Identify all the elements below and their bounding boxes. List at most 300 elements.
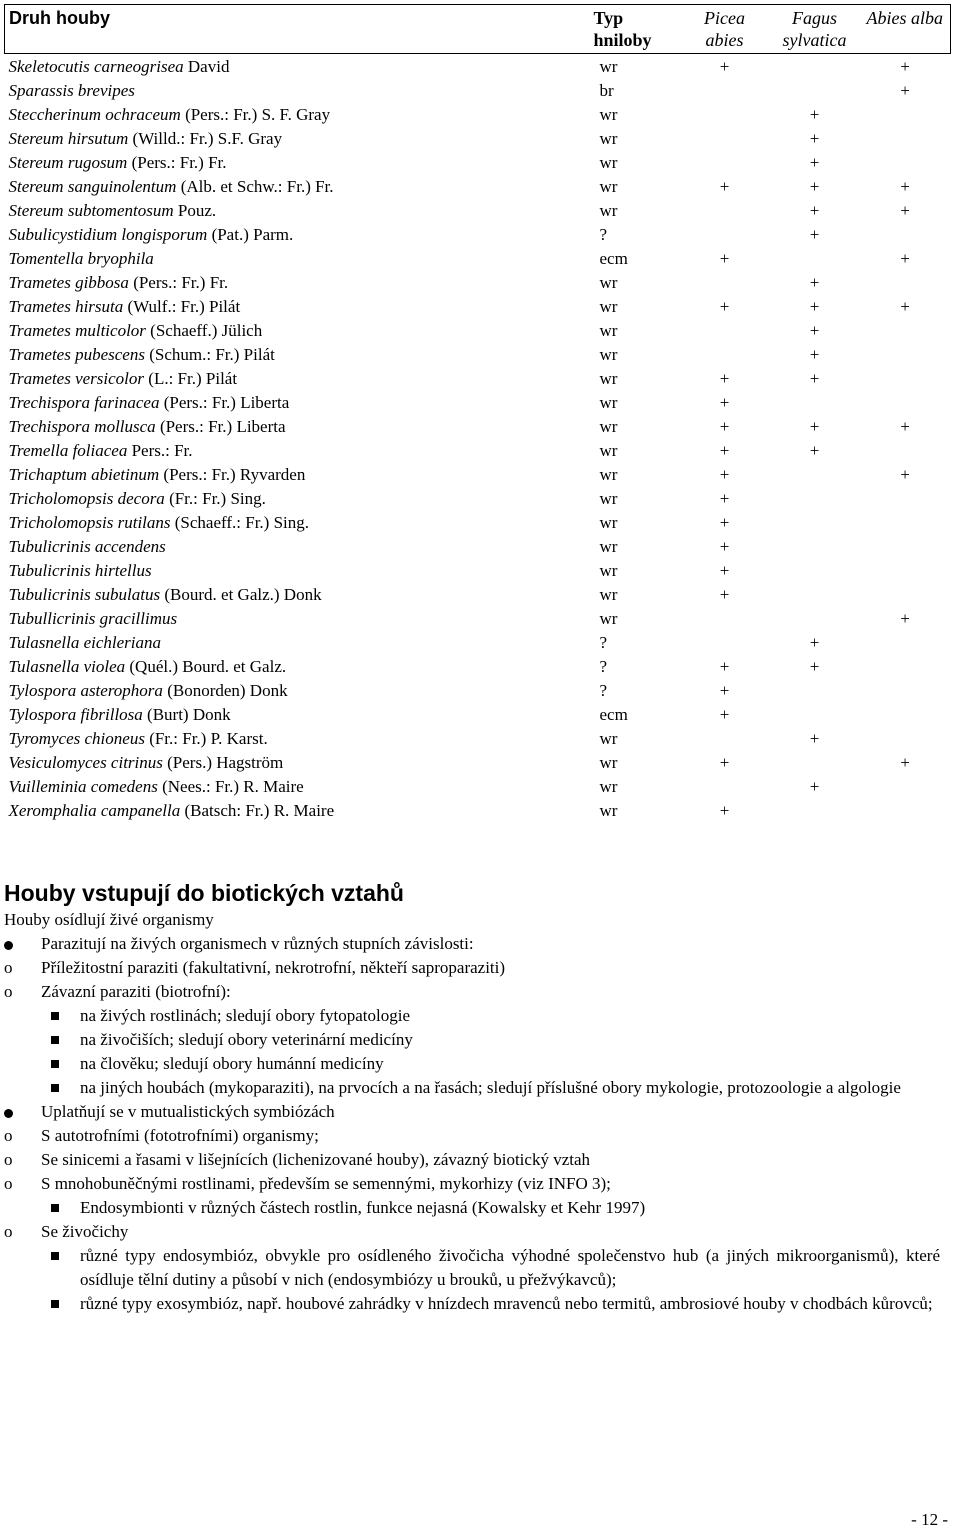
species-author: (Pers.: Fr.) Ryvarden (159, 464, 306, 484)
abies-cell (860, 774, 951, 798)
table-row (5, 54, 951, 79)
header-picea: Picea abies (680, 5, 770, 54)
abies-cell (860, 270, 951, 294)
fagus-cell: + (809, 344, 820, 364)
bullet-circle-icon: o (4, 1150, 13, 1169)
species-author: (Pers.: Fr.) S. F. Gray (180, 104, 331, 124)
species-latin-name: Trametes hirsuta (8, 296, 124, 316)
abies-cell (860, 102, 951, 126)
table-row (5, 150, 951, 174)
bullet-square-icon (51, 1204, 59, 1212)
species-name-cell (5, 126, 590, 150)
table-row (5, 558, 951, 582)
sub-list-item-text: Se živočichy (41, 1222, 129, 1241)
species-latin-name: Stereum subtomentosum (8, 200, 174, 220)
abies-cell (860, 654, 951, 678)
species-name-cell (5, 630, 590, 654)
species-author: (Batsch: Fr.) R. Maire (180, 800, 335, 820)
species-name-cell (5, 414, 590, 438)
sub-sub-list-item-text: na jiných houbách (mykoparaziti), na prvocích a na řasách; sledují příslušné obory mykologie, protozoologie a algologie (80, 1078, 901, 1097)
abies-cell: + (900, 176, 910, 196)
rot-type-cell: wr (599, 536, 618, 556)
bullet-dot-icon (4, 1109, 13, 1118)
sub-sub-list-item-text: různé typy exosymbióz, např. houbové zahrádky v hnízdech mravenců nebo termitů, ambrosiové houby v chodbách kůrovců; (80, 1294, 933, 1313)
species-author: (Willd.: Fr.) S.F. Gray (128, 128, 283, 148)
species-author: (Pers.: Fr.) Fr. (127, 152, 227, 172)
picea-cell: + (719, 800, 730, 820)
species-latin-name: Stereum hirsutum (8, 128, 129, 148)
species-name-cell (5, 102, 590, 126)
rot-type-cell: wr (599, 752, 618, 772)
species-latin-name: Tulasnella violea (8, 656, 126, 676)
rot-type-cell: ? (599, 680, 608, 700)
species-name-cell (5, 726, 590, 750)
species-name-cell (5, 222, 590, 246)
species-latin-name: Trametes multicolor (8, 320, 146, 340)
species-name-cell (5, 318, 590, 342)
species-name-cell (5, 438, 590, 462)
species-latin-name: Subulicystidium longisporum (8, 224, 208, 244)
species-latin-name: Tubulicrinis hirtellus (8, 560, 152, 580)
fagus-cell: + (809, 368, 820, 388)
picea-cell: + (719, 392, 730, 412)
species-name-cell (5, 294, 590, 318)
sub-list-item (0, 1172, 950, 1196)
species-name-cell (5, 174, 590, 198)
sub-sub-list-item (0, 1052, 950, 1076)
species-name-cell (5, 246, 590, 270)
species-name-cell (5, 78, 590, 102)
species-name-cell (5, 462, 590, 486)
sub-list (4, 1124, 950, 1316)
rot-type-cell: wr (599, 104, 618, 124)
table-row (5, 438, 951, 462)
rot-type-cell: wr (599, 560, 618, 580)
abies-cell (860, 366, 951, 390)
picea-cell (680, 198, 770, 222)
fagus-cell (770, 582, 860, 606)
picea-cell (680, 630, 770, 654)
rot-type-cell: wr (599, 344, 618, 364)
species-latin-name: Trichaptum abietinum (8, 464, 160, 484)
species-name-cell (5, 510, 590, 534)
species-author: (Pers.: Fr.) Fr. (128, 272, 229, 292)
species-name-cell (5, 558, 590, 582)
table-row (5, 798, 951, 822)
species-name-cell (5, 366, 590, 390)
fagus-cell (770, 486, 860, 510)
picea-cell (680, 78, 770, 102)
fungi-table (4, 4, 951, 822)
abies-cell (860, 534, 951, 558)
species-latin-name: Tubullicrinis gracillimus (8, 608, 178, 628)
rot-type-cell: wr (599, 392, 618, 412)
table-row (5, 294, 951, 318)
picea-cell: + (719, 752, 730, 772)
table-row (5, 606, 951, 630)
species-name-cell (5, 54, 590, 79)
bullet-circle-icon: o (4, 1126, 13, 1145)
picea-cell (680, 318, 770, 342)
table-header-row (5, 5, 951, 54)
abies-cell: + (900, 416, 910, 436)
species-name-cell (5, 270, 590, 294)
species-author: (Quél.) Bourd. et Galz. (125, 656, 287, 676)
species-name-cell (5, 702, 590, 726)
abies-cell (860, 630, 951, 654)
table-row (5, 510, 951, 534)
species-author: (Pers.: Fr.) Liberta (159, 392, 290, 412)
table-body (5, 54, 951, 823)
species-name-cell (5, 198, 590, 222)
picea-cell (680, 150, 770, 174)
table-row (5, 222, 951, 246)
species-name-cell (5, 486, 590, 510)
fagus-cell: + (809, 272, 820, 292)
list-item-text: Parazitují na živých organismech v různých stupních závislosti: (41, 934, 474, 953)
fagus-cell: + (809, 656, 820, 676)
table-row (5, 726, 951, 750)
species-latin-name: Trametes pubescens (8, 344, 145, 364)
species-author: (Alb. et Schw.: Fr.) Fr. (176, 176, 334, 196)
fagus-cell: + (809, 224, 820, 244)
abies-cell: + (900, 248, 910, 268)
table-row (5, 654, 951, 678)
table-row (5, 462, 951, 486)
table-row (5, 246, 951, 270)
picea-cell: + (719, 488, 730, 508)
species-latin-name: Trechispora farinacea (8, 392, 160, 412)
sub-sub-list (4, 1004, 950, 1100)
sub-list-item-text: Se sinicemi a řasami v lišejnících (lichenizované houby), závazný biotický vztah (41, 1150, 591, 1169)
rot-type-cell: wr (599, 440, 618, 460)
species-latin-name: Vesiculomyces citrinus (8, 752, 163, 772)
sub-sub-list-item-text: Endosymbionti v různých částech rostlin, funkce nejasná (Kowalsky et Kehr 1997) (80, 1198, 646, 1217)
species-author: (Fr.: Fr.) Sing. (164, 488, 266, 508)
header-species: Druh houby (5, 5, 590, 54)
table-row (5, 318, 951, 342)
rot-type-cell: ecm (599, 704, 628, 724)
fagus-cell: + (809, 200, 820, 220)
abies-cell (860, 702, 951, 726)
species-author: David (183, 56, 230, 76)
species-author: (L.: Fr.) Pilát (144, 368, 238, 388)
list-item (4, 932, 950, 956)
rot-type-cell: ? (599, 656, 608, 676)
bullet-square-icon (51, 1084, 59, 1092)
fagus-cell: + (809, 176, 820, 196)
abies-cell: + (900, 752, 910, 772)
abies-cell: + (900, 464, 910, 484)
rot-type-cell: wr (599, 416, 618, 436)
sub-sub-list-item-text: na živočiších; sledují obory veterinární medicíny (80, 1030, 413, 1049)
header-abies: Abies alba (860, 5, 951, 54)
table-row (5, 342, 951, 366)
sub-list-item (0, 1220, 950, 1244)
fagus-cell (770, 390, 860, 414)
picea-cell: + (719, 416, 730, 436)
picea-cell: + (719, 296, 730, 316)
abies-cell (860, 390, 951, 414)
species-latin-name: Tremella foliacea (8, 440, 128, 460)
rot-type-cell: ecm (599, 248, 628, 268)
fagus-cell (770, 462, 860, 486)
picea-cell (680, 270, 770, 294)
species-latin-name: Sparassis brevipes (8, 80, 135, 100)
header-rot-type: Typ hniloby (590, 5, 680, 54)
species-latin-name: Stereum rugosum (8, 152, 128, 172)
species-author: (Schaeff.: Fr.) Sing. (170, 512, 310, 532)
table-row (5, 270, 951, 294)
sub-list-item (0, 980, 950, 1004)
sub-sub-list (4, 1244, 950, 1316)
fagus-cell: + (809, 296, 820, 316)
table-row (5, 774, 951, 798)
rot-type-cell: wr (599, 296, 618, 316)
abies-cell: + (900, 296, 910, 316)
picea-cell: + (719, 584, 730, 604)
rot-type-cell: wr (599, 368, 618, 388)
page-number: - 12 - (911, 1510, 948, 1529)
picea-cell: + (719, 560, 730, 580)
table-row (5, 702, 951, 726)
rot-type-cell: wr (599, 488, 618, 508)
species-author: (Bonorden) Donk (162, 680, 288, 700)
species-name-cell (5, 678, 590, 702)
abies-cell (860, 558, 951, 582)
abies-cell (860, 510, 951, 534)
picea-cell: + (719, 464, 730, 484)
fagus-cell (770, 606, 860, 630)
fagus-cell: + (809, 440, 820, 460)
list-item-text: Uplatňují se v mutualistických symbiózách (41, 1102, 335, 1121)
picea-cell (680, 222, 770, 246)
picea-cell: + (719, 512, 730, 532)
bullet-circle-icon: o (4, 1222, 13, 1241)
species-latin-name: Tricholomopsis rutilans (8, 512, 171, 532)
sub-list (4, 956, 950, 1100)
picea-cell (680, 102, 770, 126)
species-name-cell (5, 534, 590, 558)
bullet-square-icon (51, 1060, 59, 1068)
picea-cell: + (719, 656, 730, 676)
table-row (5, 198, 951, 222)
fagus-cell (770, 78, 860, 102)
rot-type-cell: wr (599, 128, 618, 148)
species-latin-name: Tyromyces chioneus (8, 728, 145, 748)
species-latin-name: Trametes gibbosa (8, 272, 129, 292)
sub-sub-list-item (0, 1004, 950, 1028)
abies-cell (860, 222, 951, 246)
species-name-cell (5, 150, 590, 174)
picea-cell: + (719, 368, 730, 388)
table-row (5, 390, 951, 414)
rot-type-cell: wr (599, 200, 618, 220)
abies-cell (860, 582, 951, 606)
rot-type-cell: wr (599, 584, 618, 604)
table-row (5, 582, 951, 606)
species-latin-name: Tylospora asterophora (8, 680, 163, 700)
species-author: (Pers.) Hagström (162, 752, 284, 772)
species-latin-name: Tubulicrinis accendens (8, 536, 166, 556)
rot-type-cell: wr (599, 464, 618, 484)
sub-list-item-text: S mnohobuněčnými rostlinami, především se semennými, mykorhizy (viz INFO 3); (41, 1174, 611, 1193)
species-name-cell (5, 582, 590, 606)
species-latin-name: Tylospora fibrillosa (8, 704, 143, 724)
fagus-cell (770, 54, 860, 79)
species-latin-name: Vuilleminia comedens (8, 776, 158, 796)
abies-cell (860, 150, 951, 174)
rot-type-cell: ? (599, 632, 608, 652)
abies-cell: + (900, 80, 910, 100)
sub-sub-list (4, 1196, 950, 1220)
sub-sub-list-item-text: na živých rostlinách; sledují obory fytopatologie (80, 1006, 411, 1025)
picea-cell (680, 774, 770, 798)
species-author: Pers.: Fr. (127, 440, 193, 460)
bullet-circle-icon: o (4, 982, 13, 1001)
fagus-cell (770, 678, 860, 702)
sub-list-item-text: Závazní paraziti (biotrofní): (41, 982, 231, 1001)
sub-list-item-text: Příležitostní paraziti (fakultativní, nekrotrofní, někteří saproparaziti) (41, 958, 506, 977)
header-fagus: Fagus sylvatica (770, 5, 860, 54)
species-author: (Pat.) Parm. (207, 224, 294, 244)
sub-list-item (0, 1124, 950, 1148)
picea-cell: + (719, 176, 730, 196)
section-title: Houby vstupují do biotických vztahů (4, 880, 404, 906)
fagus-cell: + (809, 128, 820, 148)
species-latin-name: Tomentella bryophila (8, 248, 154, 268)
sub-sub-list-item (0, 1076, 950, 1100)
rot-type-cell: wr (599, 176, 618, 196)
species-latin-name: Skeletocutis carneogrisea (8, 56, 184, 76)
rot-type-cell: wr (599, 152, 618, 172)
rot-type-cell: wr (599, 56, 618, 76)
species-name-cell (5, 774, 590, 798)
fagus-cell: + (809, 104, 820, 124)
picea-cell: + (719, 56, 730, 76)
species-author: (Schum.: Fr.) Pilát (144, 344, 275, 364)
fagus-cell (770, 246, 860, 270)
species-author: (Bourd. et Galz.) Donk (160, 584, 322, 604)
rot-type-cell: wr (599, 512, 618, 532)
species-latin-name: Tubulicrinis subulatus (8, 584, 161, 604)
table-row (5, 102, 951, 126)
table-row (5, 126, 951, 150)
sub-sub-list-item-text: na člověku; sledují obory humánní medicíny (80, 1054, 384, 1073)
fagus-cell (770, 510, 860, 534)
table-row (5, 678, 951, 702)
species-latin-name: Stereum sanguinolentum (8, 176, 177, 196)
abies-cell: + (900, 56, 910, 76)
picea-cell: + (719, 704, 730, 724)
bullet-dot-icon (4, 941, 13, 950)
sub-sub-list-item (0, 1196, 950, 1220)
species-author: (Burt) Donk (142, 704, 231, 724)
rot-type-cell: wr (599, 320, 618, 340)
table-row (5, 534, 951, 558)
species-latin-name: Steccherinum ochraceum (8, 104, 181, 124)
picea-cell: + (719, 680, 730, 700)
picea-cell: + (719, 248, 730, 268)
fungi-table-container (4, 4, 950, 822)
table-row (5, 414, 951, 438)
fagus-cell: + (809, 152, 820, 172)
fagus-cell: + (809, 776, 820, 796)
bullet-circle-icon: o (4, 1174, 13, 1193)
table-row (5, 78, 951, 102)
abies-cell: + (900, 608, 910, 628)
abies-cell (860, 342, 951, 366)
table-row (5, 174, 951, 198)
rot-type-cell: wr (599, 728, 618, 748)
rot-type-cell: wr (599, 608, 618, 628)
species-latin-name: Trechispora mollusca (8, 416, 156, 436)
species-latin-name: Tricholomopsis decora (8, 488, 165, 508)
picea-cell (680, 342, 770, 366)
picea-cell (680, 126, 770, 150)
fagus-cell (770, 798, 860, 822)
abies-cell (860, 438, 951, 462)
fagus-cell (770, 750, 860, 774)
fagus-cell (770, 702, 860, 726)
abies-cell (860, 798, 951, 822)
abies-cell (860, 726, 951, 750)
rot-type-cell: ? (599, 224, 608, 244)
table-row (5, 366, 951, 390)
bullet-square-icon (51, 1300, 59, 1308)
abies-cell: + (900, 200, 910, 220)
species-latin-name: Xeromphalia campanella (8, 800, 181, 820)
picea-cell: + (719, 440, 730, 460)
table-row (5, 486, 951, 510)
sub-sub-list-item-text: různé typy endosymbióz, obvykle pro osídleného živočicha výhodné společenstvo hub (a jiných mikroorganismů), které osídluje tělní dutiny a působí v nich (endosymbiózy u brouků, u přežvýkavců); (80, 1246, 940, 1289)
fagus-cell: + (809, 632, 820, 652)
sub-list-item (0, 956, 950, 980)
bullet-square-icon (51, 1036, 59, 1044)
table-row (5, 750, 951, 774)
species-name-cell (5, 798, 590, 822)
species-latin-name: Trametes versicolor (8, 368, 145, 388)
rot-type-cell: wr (599, 272, 618, 292)
species-name-cell (5, 342, 590, 366)
fagus-cell (770, 558, 860, 582)
sub-sub-list-item (0, 1028, 950, 1052)
species-name-cell (5, 390, 590, 414)
biotic-relations-section (4, 878, 950, 1316)
rot-type-cell: wr (599, 776, 618, 796)
section-subtitle: Houby osídlují živé organismy (4, 910, 214, 929)
species-name-cell (5, 750, 590, 774)
species-latin-name: Tulasnella eichleriana (8, 632, 162, 652)
rot-type-cell: wr (599, 800, 618, 820)
species-author: (Schaeff.) Jülich (145, 320, 263, 340)
species-author: Pouz. (173, 200, 217, 220)
species-name-cell (5, 654, 590, 678)
bullet-square-icon (51, 1252, 59, 1260)
picea-cell (680, 726, 770, 750)
species-author: (Wulf.: Fr.) Pilát (123, 296, 241, 316)
species-author: (Pers.: Fr.) Liberta (155, 416, 286, 436)
sub-sub-list-item (0, 1244, 950, 1292)
picea-cell: + (719, 536, 730, 556)
fagus-cell: + (809, 416, 820, 436)
bullet-square-icon (51, 1012, 59, 1020)
abies-cell (860, 486, 951, 510)
abies-cell (860, 318, 951, 342)
fagus-cell: + (809, 728, 820, 748)
species-author: (Fr.: Fr.) P. Karst. (144, 728, 268, 748)
species-name-cell (5, 606, 590, 630)
